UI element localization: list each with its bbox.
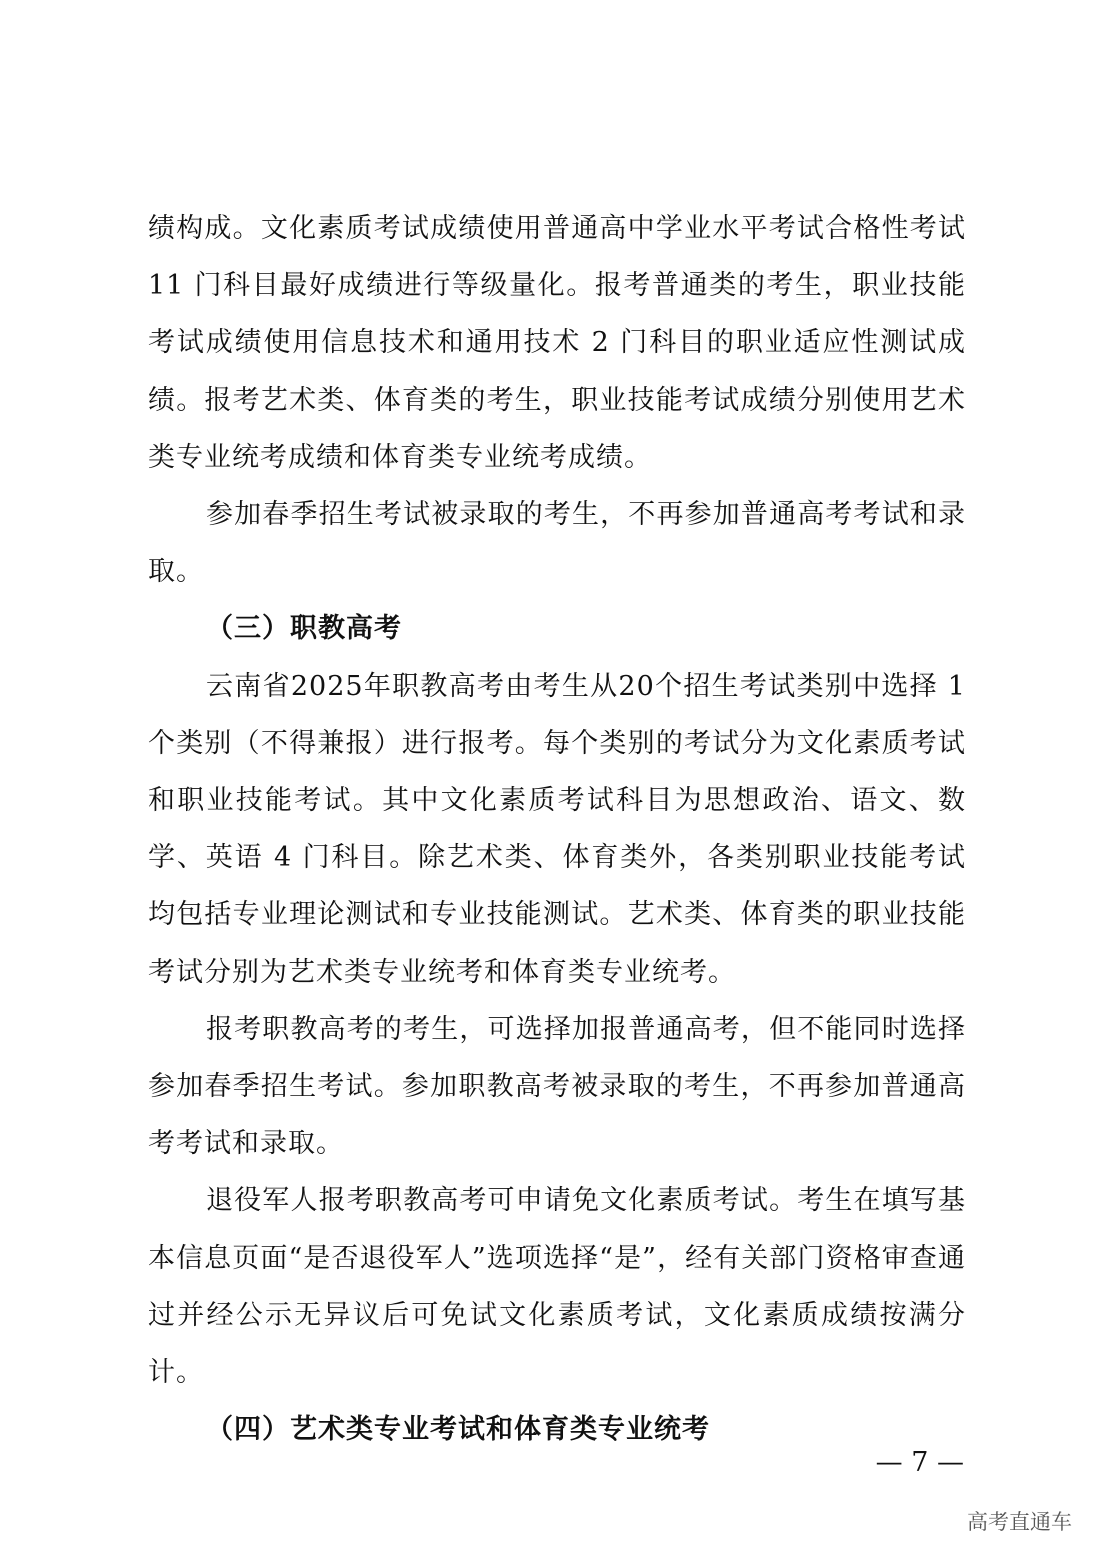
document-body <box>148 200 966 1458</box>
paragraph-exam-composition: 绩构成。文化素质考试成绩使用普通高中学业水平考试合格性考试 11 门科目最好成绩进行等级量化。报考普通类的考生，职业技能考试成绩使用信息技术和通用技术 2 门科目的职业适应性测试成绩。报考艺术类、体育类的考生，职业技能考试成绩分别使用艺术类专业统考成绩和体育类专业统考成绩。 <box>148 213 966 473</box>
page-number: — 7 — <box>875 1447 964 1478</box>
section-heading-vocational-exam: （三）职教高考 <box>206 613 402 645</box>
section-heading-art-sports-exam: （四）艺术类专业考试和体育类专业统考 <box>206 1414 710 1446</box>
watermark-text: 高考直通车 <box>967 1510 1072 1534</box>
paragraph-vocational-registration: 报考职教高考的考生，可选择加报普通高考，但不能同时选择参加春季招生考试。参加职教高考被录取的考生，不再参加普通高考考试和录取。 <box>148 1013 966 1160</box>
paragraph-spring-admission: 参加春季招生考试被录取的考生，不再参加普通高考考试和录取。 <box>148 499 966 588</box>
paragraph-veterans: 退役军人报考职教高考可申请免文化素质考试。考生在填写基本信息页面“是否退役军人”选项选择“是”，经有关部门资格审查通过并经公示无异议后可免试文化素质考试，文化素质成绩按满分计。 <box>148 1185 966 1389</box>
paragraph-vocational-categories: 云南省2025年职教高考由考生从20个招生考试类别中选择 1 个类别（不得兼报）进行报考。每个类别的考试分为文化素质考试和职业技能考试。其中文化素质考试科目为思想政治、语文、数学、英语 4 门科目。除艺术类、体育类外，各类别职业技能考试均包括专业理论测试和专业技能测试。艺术类、体育类的职业技能考试分别为艺术类专业统考和体育类专业统考。 <box>148 670 966 988</box>
